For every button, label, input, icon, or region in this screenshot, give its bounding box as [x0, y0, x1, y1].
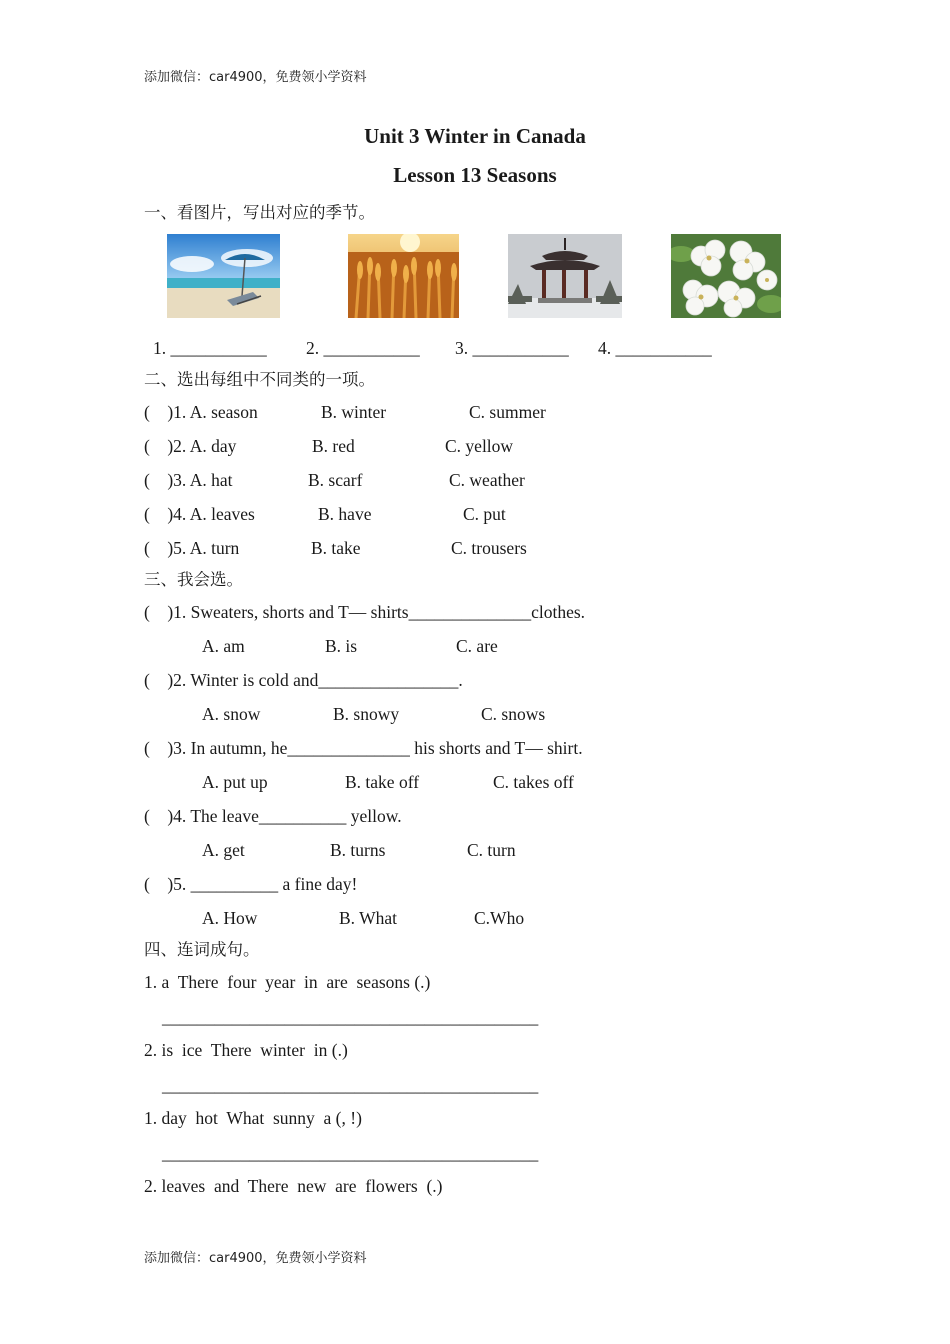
odd-one-out-item-4: ( )4. A. leaves: [144, 504, 255, 524]
answer-blank-2[interactable]: 2. ___________: [306, 338, 420, 358]
option-a: A. snow: [202, 704, 261, 724]
section-2-heading: 二、选出每组中不同类的一项。: [144, 370, 375, 389]
option-b: B. winter: [321, 402, 387, 422]
option-c: C.Who: [474, 908, 525, 928]
wheat-field-autumn-picture: [348, 234, 459, 318]
word-order-question-4: 2. leaves and There new are flowers (.): [144, 1176, 443, 1196]
option-b: B. take off: [345, 772, 420, 792]
option-a: A. am: [202, 636, 245, 656]
word-order-question-1: 1. a There four year in are seasons (.): [144, 972, 431, 992]
odd-one-out-item-3: ( )3. A. hat: [144, 470, 233, 490]
answer-line-3[interactable]: ___________________________________________: [162, 1143, 539, 1163]
word-order-question-3: 1. day hot What sunny a (, !): [144, 1108, 362, 1128]
choice-question-2: ( )2. Winter is cold and________________.: [144, 670, 463, 690]
option-c: C. weather: [449, 470, 525, 490]
option-a: A. put up: [202, 772, 268, 792]
choice-question-4: ( )4. The leave__________ yellow.: [144, 806, 402, 826]
page-header: 添加微信：car4900，免费领小学资料: [144, 70, 367, 85]
option-b: B. scarf: [308, 470, 363, 490]
option-c: C. put: [463, 504, 506, 524]
answer-line-1[interactable]: ___________________________________________: [162, 1007, 539, 1027]
section-1-heading: 一、看图片，写出对应的季节。: [144, 203, 375, 222]
option-c: C. yellow: [445, 436, 514, 456]
option-b: B. have: [318, 504, 372, 524]
choice-question-5: ( )5. __________ a fine day!: [144, 874, 358, 894]
answer-blank-1[interactable]: 1. ___________: [153, 338, 267, 358]
odd-one-out-item-1: ( )1. A. season: [144, 402, 258, 422]
white-blossoms-spring-picture: [671, 234, 781, 318]
odd-one-out-item-2: ( )2. A. day: [144, 436, 237, 456]
answer-blank-4[interactable]: 4. ___________: [598, 338, 712, 358]
beach-summer-picture: [167, 234, 280, 318]
choice-question-1: ( )1. Sweaters, shorts and T— shirts______________clothes.: [144, 602, 586, 622]
section-3-heading: 三、我会选。: [144, 570, 243, 589]
option-b: B. What: [339, 908, 398, 928]
option-a: A. get: [202, 840, 245, 860]
answer-line-2[interactable]: ___________________________________________: [162, 1075, 539, 1095]
choice-question-3: ( )3. In autumn, he______________ his shorts and T— shirt.: [144, 738, 583, 758]
option-c: C. trousers: [451, 538, 527, 558]
option-a: A. How: [202, 908, 258, 928]
word-order-question-2: 2. is ice There winter in (.): [144, 1040, 348, 1060]
page-footer: 添加微信：car4900，免费领小学资料: [144, 1251, 367, 1266]
answer-blank-3[interactable]: 3. ___________: [455, 338, 569, 358]
option-b: B. turns: [330, 840, 386, 860]
option-c: C. are: [456, 636, 498, 656]
option-b: B. snowy: [333, 704, 400, 724]
option-c: C. turn: [467, 840, 516, 860]
option-b: B. take: [311, 538, 361, 558]
option-b: B. red: [312, 436, 355, 456]
snowy-pavilion-winter-picture: [508, 234, 622, 318]
option-c: C. snows: [481, 704, 546, 724]
unit-title: Unit 3 Winter in Canada: [364, 124, 586, 148]
lesson-title: Lesson 13 Seasons: [393, 163, 557, 187]
option-b: B. is: [325, 636, 358, 656]
section-4-heading: 四、连词成句。: [144, 940, 260, 959]
option-c: C. takes off: [493, 772, 574, 792]
odd-one-out-item-5: ( )5. A. turn: [144, 538, 240, 558]
option-c: C. summer: [469, 402, 546, 422]
